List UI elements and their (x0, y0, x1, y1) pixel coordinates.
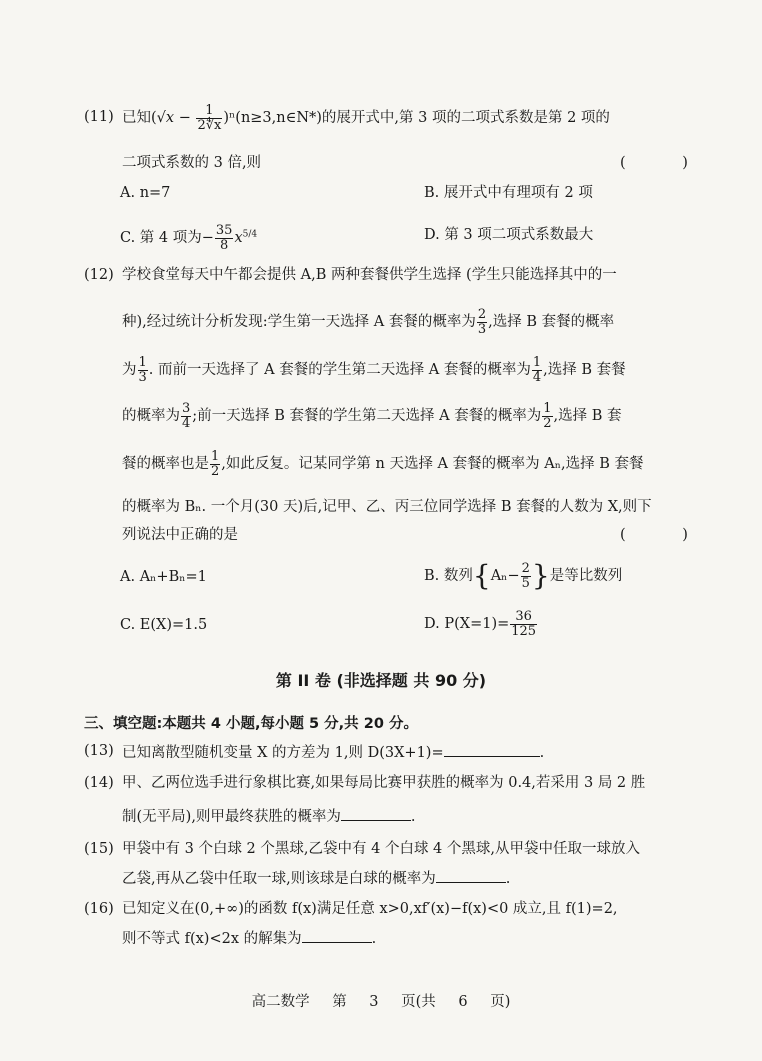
q12-option-b (424, 559, 623, 593)
q12-l3-b: . 而前一天选择了 A 套餐的学生第二天选择 A 套餐的概率为 (148, 362, 531, 379)
q12-answer-paren: ( ) (620, 527, 714, 543)
q12-optb-den: 5 (521, 575, 530, 591)
q11-text-b: )ⁿ(n≥3,n∈N*)的展开式中,第 3 项的二项式系数是第 2 项的 (223, 110, 610, 127)
q12-line-4 (122, 402, 622, 430)
q16-l2: 则不等式 f(x)<2x 的解集为 (122, 931, 302, 947)
q12-optd-den: 125 (511, 623, 537, 639)
q16-line-1: 已知定义在(0,+∞)的函数 f(x)满足任意 x>0,xf′(x)−f(x)<0 成立,且 f(1)=2, (122, 901, 618, 917)
q12-l3-a: 为 (122, 362, 137, 379)
q12-frac-1-2-b-den: 2 (211, 463, 220, 479)
q11-optc-den: 8 (215, 238, 234, 253)
q12-frac-2-3-num: 2 (477, 307, 487, 322)
q12-l5-a: 餐的概率也是 (122, 456, 209, 473)
q12-frac-1-3-den: 3 (138, 369, 147, 385)
q12-frac-2-3 (477, 308, 487, 336)
q13-text: 已知离散型随机变量 X 的方差为 1,则 D(3X+1)= (122, 745, 444, 761)
q14-end: . (410, 809, 416, 825)
question-number-16: (16) (84, 901, 114, 917)
q11-option-c (120, 224, 257, 252)
q12-optb-inner: Aₙ− (490, 568, 520, 585)
q12-line-3 (122, 356, 626, 384)
q12-l4-c: ,选择 B 套 (553, 408, 622, 425)
q14-line-1: 甲、乙两位选手进行象棋比赛,如果每局比赛甲获胜的概率为 0.4,若采用 3 局 2 胜 (122, 775, 646, 791)
q11-text-a: 已知( (122, 110, 157, 127)
page-footer: 高二数学 第 3 页(共 6 页) (251, 994, 511, 1010)
q12-l4-a: 的概率为 (122, 408, 180, 425)
q11-option-d: D. 第 3 项二项式系数最大 (424, 227, 594, 243)
q12-frac-1-4 (532, 356, 542, 384)
q11-option-b: B. 展开式中有理项有 2 项 (424, 185, 593, 201)
q11-sqrt-x: √x (156, 110, 175, 127)
q12-frac-3-4-den: 4 (182, 415, 191, 431)
q12-optb-fraction (521, 562, 531, 590)
section-title: 第 II 卷 (非选择题 共 90 分) (275, 671, 487, 690)
q12-frac-1-4-den: 4 (532, 369, 542, 385)
q13-end: . (539, 745, 545, 761)
q13-line (122, 744, 544, 761)
q12-line-5 (122, 450, 643, 478)
q12-frac-1-4-num: 1 (532, 355, 542, 370)
q12-line-2 (122, 308, 614, 336)
q12-frac-1-2-b (210, 450, 220, 478)
question-number-11: (11) (84, 109, 114, 125)
q12-frac-1-3-num: 1 (138, 355, 147, 370)
q11-line-1 (122, 104, 610, 132)
q11-optc-x: x (234, 230, 243, 247)
q16-answer-blank[interactable] (302, 930, 372, 943)
question-number-12: (12) (84, 267, 114, 283)
q11-minus: − (174, 110, 196, 127)
q12-frac-1-2-a-den: 2 (543, 415, 552, 431)
q12-option-d (424, 610, 538, 638)
brace-right-icon: } (531, 559, 550, 593)
q15-end: . (505, 871, 511, 887)
q14-l2: 制(无平局),则甲最终获胜的概率为 (122, 809, 341, 825)
q12-optd-fraction (510, 610, 537, 638)
q12-frac-3-4-num: 3 (182, 401, 191, 416)
brace-left-icon: { (472, 559, 491, 593)
q13-answer-blank[interactable] (444, 744, 540, 757)
q11-optc-num: 35 (215, 223, 233, 238)
q12-frac-1-2-a-num: 1 (543, 401, 552, 416)
q12-optb-num: 2 (521, 561, 530, 576)
q12-l2-b: ,选择 B 套餐的概率 (488, 314, 615, 331)
q12-l3-c: ,选择 B 套餐 (543, 362, 626, 379)
q12-frac-1-2-b-num: 1 (211, 449, 220, 464)
q11-optc-text: C. 第 4 项为− (120, 230, 214, 247)
q12-l2-a: 种),经过统计分析发现:学生第一天选择 A 套餐的概率为 (122, 314, 476, 331)
q12-optb-post: 是等比数列 (549, 568, 623, 585)
q12-option-a: A. Aₙ+Bₙ=1 (120, 569, 207, 585)
q12-line-7: 列说法中正确的是 (122, 527, 238, 543)
q15-answer-blank[interactable] (436, 870, 506, 883)
q12-l4-b: ;前一天选择 B 套餐的学生第二天选择 A 套餐的概率为 (192, 408, 542, 425)
part-three-heading: 三、填空题:本题共 4 小题,每小题 5 分,共 20 分。 (84, 716, 418, 732)
q12-line-1: 学校食堂每天中午都会提供 A,B 两种套餐供学生选择 (学生只能选择其中的一 (122, 267, 617, 283)
q15-l2: 乙袋,再从乙袋中任取一球,则该球是白球的概率为 (122, 871, 436, 887)
q12-frac-3-4 (181, 402, 191, 430)
q11-line-2: 二项式系数的 3 倍,则 (122, 155, 262, 171)
q16-line-2 (122, 930, 376, 947)
q11-option-a: A. n=7 (120, 185, 171, 201)
question-number-14: (14) (84, 775, 114, 791)
q15-line-2 (122, 870, 510, 887)
q11-optc-fraction (215, 224, 234, 252)
q15-line-1: 甲袋中有 3 个白球 2 个黑球,乙袋中有 4 个白球 4 个黑球,从甲袋中任取一球放入 (122, 841, 640, 857)
q12-l5-b: ,如此反复。记某同学第 n 天选择 A 套餐的概率为 Aₙ,选择 B 套餐 (221, 456, 644, 473)
q14-answer-blank[interactable] (341, 808, 411, 821)
q16-end: . (371, 931, 377, 947)
q12-option-c: C. E(X)=1.5 (120, 617, 208, 633)
question-number-15: (15) (84, 841, 114, 857)
q11-answer-paren: ( ) (620, 155, 714, 171)
q11-frac-num: 1 (205, 103, 214, 118)
q12-optd-num: 36 (515, 609, 532, 624)
q11-frac-den: 2∜x (197, 117, 222, 133)
question-number-13: (13) (84, 743, 114, 759)
q12-optb-text: B. 数列 (424, 568, 473, 585)
q12-line-6: 的概率为 Bₙ. 一个月(30 天)后,记甲、乙、丙三位同学选择 B 套餐的人数为 X,则下 (122, 499, 652, 515)
q12-frac-1-3 (138, 356, 148, 384)
q14-line-2 (122, 808, 416, 825)
q12-frac-2-3-den: 3 (477, 321, 487, 337)
q12-frac-1-2-a (542, 402, 552, 430)
q12-optd-text: D. P(X=1)= (424, 616, 510, 633)
q11-fraction (196, 104, 222, 132)
q11-optc-exponent: 5/4 (242, 229, 258, 240)
